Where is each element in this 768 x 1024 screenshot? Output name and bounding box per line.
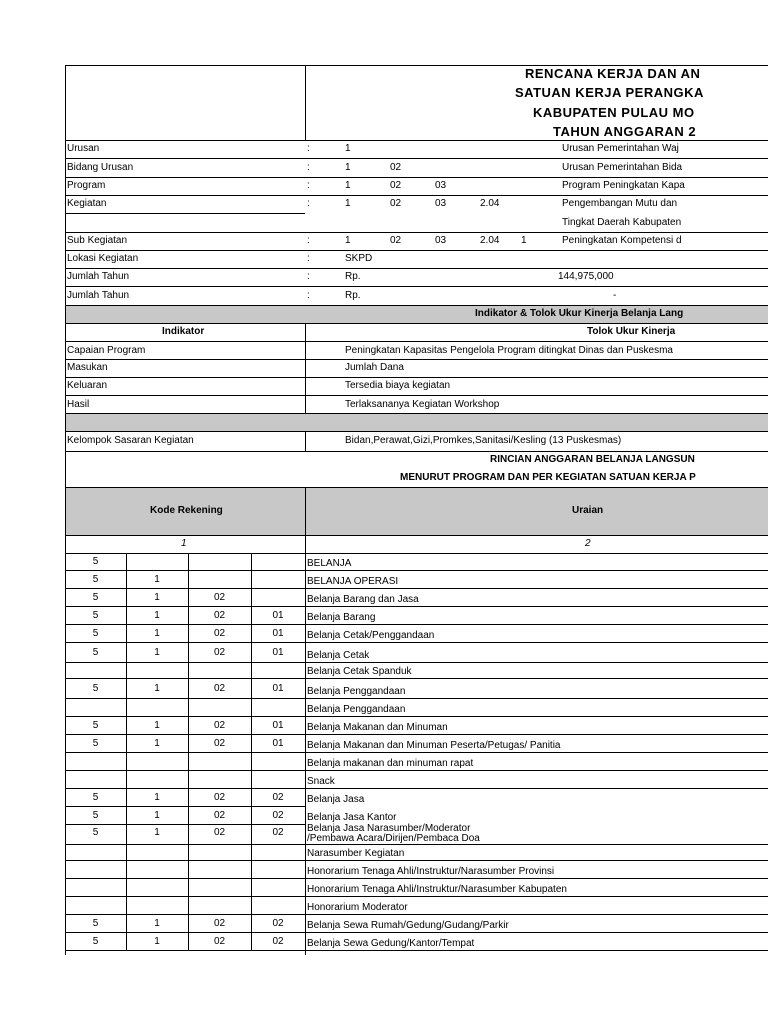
program-code-3: 03 xyxy=(435,180,447,191)
subkeg-colon: : xyxy=(307,235,310,246)
jumlah1-amount: 144,975,000 xyxy=(558,271,614,282)
table-row xyxy=(65,861,768,879)
kode-cell: 1 xyxy=(154,574,160,585)
program-label: Program xyxy=(67,180,106,191)
subkeg-code-2: 02 xyxy=(390,235,402,246)
kode-cell: 02 xyxy=(213,810,226,821)
kode-cell: 02 xyxy=(213,738,226,749)
uraian-cell: Belanja Sewa Rumah/Gedung/Gudang/Parkir xyxy=(307,920,509,931)
jumlah1-colon: : xyxy=(307,271,310,282)
program-desc: Program Peningkatan Kapa xyxy=(562,180,685,191)
kegiatan-label: Kegiatan xyxy=(67,198,107,209)
subkeg-code-1: 1 xyxy=(345,235,351,246)
kode-rekening-header: Kode Rekening xyxy=(150,505,223,516)
table-row xyxy=(65,699,768,717)
jumlah2-amount: - xyxy=(613,290,617,301)
table-row xyxy=(65,625,768,643)
kode-cell: 02 xyxy=(213,683,226,694)
kode-cell: 02 xyxy=(272,918,284,929)
uraian-cell-continued: /Pembawa Acara/Dirijen/Pembaca Doa xyxy=(307,833,480,844)
lokasi-value: SKPD xyxy=(345,253,373,264)
kode-cell: 5 xyxy=(92,738,99,749)
uraian-header: Uraian xyxy=(572,505,604,516)
title-line-1: RENCANA KERJA DAN AN xyxy=(525,66,701,81)
kode-cell: 02 xyxy=(272,936,284,947)
kode-cell: 02 xyxy=(213,610,226,621)
kode-cell: 1 xyxy=(154,918,160,929)
kode-cell: 02 xyxy=(213,628,226,639)
table-row xyxy=(65,717,768,735)
uraian-cell: Honorarium Tenaga Ahli/Instruktur/Narasumber Kabupaten xyxy=(307,884,567,895)
kode-cell: 02 xyxy=(213,827,226,838)
kegiatan-code-3: 03 xyxy=(435,198,447,209)
urusan-label: Urusan xyxy=(67,143,100,154)
table-row xyxy=(65,845,768,861)
kode-cell: 1 xyxy=(154,610,160,621)
kode-cell: 1 xyxy=(154,592,160,603)
kode-cell: 5 xyxy=(92,827,99,838)
sasaran-value: Bidan,Perawat,Gizi,Promkes,Sanitasi/Kesling (13 Puskesmas) xyxy=(345,435,622,446)
uraian-cell: Narasumber Kegiatan xyxy=(307,848,405,859)
table-row xyxy=(65,607,768,625)
masukan-label: Masukan xyxy=(67,362,108,373)
uraian-cell: Belanja Cetak Spanduk xyxy=(307,666,412,677)
kode-cell: 1 xyxy=(154,792,160,803)
indikator-col-header: Indikator xyxy=(162,326,205,337)
jumlah1-rp: Rp. xyxy=(345,271,361,282)
table-row xyxy=(65,663,768,679)
capaian-value: Peningkatan Kapasitas Pengelola Program ditingkat Dinas dan Puskesma xyxy=(345,345,673,356)
bidang-desc: Urusan Pemerintahan Bida xyxy=(562,162,683,173)
urusan-code-1: 1 xyxy=(345,143,351,154)
sasaran-label: Kelompok Sasaran Kegiatan xyxy=(67,435,194,446)
kode-cell: 02 xyxy=(213,792,226,803)
title-line-4: TAHUN ANGGARAN 2 xyxy=(553,124,697,139)
col-number-2: 2 xyxy=(585,538,591,549)
uraian-cell: Belanja Jasa xyxy=(307,794,365,805)
kode-cell: 1 xyxy=(154,647,160,658)
uraian-cell: Belanja Makanan dan Minuman xyxy=(307,722,448,733)
table-row xyxy=(65,553,768,571)
kode-cell: 5 xyxy=(92,936,99,947)
uraian-cell: Belanja Cetak/Penggandaan xyxy=(307,630,435,641)
masukan-value: Jumlah Dana xyxy=(345,362,404,373)
table-row xyxy=(65,571,768,589)
kode-cell: 5 xyxy=(92,647,99,658)
program-colon: : xyxy=(307,180,310,191)
uraian-cell: Belanja Jasa Narasumber/Moderator xyxy=(307,823,471,834)
kode-cell: 5 xyxy=(92,918,99,929)
rincian-title-1: RINCIAN ANGGARAN BELANJA LANGSUN xyxy=(490,454,695,465)
uraian-cell: Belanja Makanan dan Minuman Peserta/Petugas/ Panitia xyxy=(307,740,561,751)
subkeg-code-5: 1 xyxy=(521,235,527,246)
rincian-title-2: MENURUT PROGRAM DAN PER KEGIATAN SATUAN KERJA P xyxy=(400,472,696,483)
uraian-cell: Honorarium Tenaga Ahli/Instruktur/Narasumber Provinsi xyxy=(307,866,555,877)
subkeg-code-4: 2.04 xyxy=(480,235,500,246)
kegiatan-colon: : xyxy=(307,198,310,209)
subkeg-desc: Peningkatan Kompetensi d xyxy=(562,235,682,246)
kode-cell: 5 xyxy=(92,683,99,694)
jumlah2-label: Jumlah Tahun xyxy=(67,290,130,301)
table-row xyxy=(65,589,768,607)
kode-cell: 01 xyxy=(272,628,284,639)
lokasi-label: Lokasi Kegiatan xyxy=(67,253,139,264)
kode-cell: 5 xyxy=(92,592,99,603)
kegiatan-code-4: 2.04 xyxy=(480,198,500,209)
table-row xyxy=(65,915,768,933)
kode-cell: 02 xyxy=(213,647,226,658)
uraian-cell: Belanja Penggandaan xyxy=(307,704,406,715)
uraian-cell: Belanja Cetak xyxy=(307,650,370,661)
program-code-2: 02 xyxy=(390,180,402,191)
lokasi-colon: : xyxy=(307,253,310,264)
kode-cell: 01 xyxy=(272,647,284,658)
urusan-colon: : xyxy=(307,143,310,154)
kode-cell: 02 xyxy=(213,720,226,731)
jumlah2-rp: Rp. xyxy=(345,290,361,301)
jumlah1-label: Jumlah Tahun xyxy=(67,271,130,282)
table-row xyxy=(65,825,768,845)
bidang-label: Bidang Urusan xyxy=(67,162,134,173)
kode-cell: 1 xyxy=(154,683,160,694)
table-row xyxy=(65,679,768,699)
kegiatan-desc: Pengembangan Mutu dan xyxy=(562,198,678,209)
table-row xyxy=(65,643,768,663)
uraian-cell: BELANJA OPERASI xyxy=(307,576,399,587)
tolok-col-header: Tolok Ukur Kinerja xyxy=(587,326,676,337)
kode-cell: 02 xyxy=(272,810,284,821)
program-code-1: 1 xyxy=(345,180,351,191)
kode-cell: 5 xyxy=(92,810,99,821)
kode-cell: 5 xyxy=(92,720,99,731)
table-row xyxy=(65,789,768,807)
kode-cell: 1 xyxy=(154,810,160,821)
kode-cell: 1 xyxy=(154,738,160,749)
kegiatan-code-1: 1 xyxy=(345,198,351,209)
capaian-label: Capaian Program xyxy=(67,345,146,356)
kode-cell: 5 xyxy=(92,574,99,585)
kode-cell: 1 xyxy=(154,936,160,947)
bidang-colon: : xyxy=(307,162,310,173)
table-row xyxy=(65,933,768,951)
subkeg-label: Sub Kegiatan xyxy=(67,235,128,246)
kode-cell: 01 xyxy=(272,738,284,749)
keluaran-label: Keluaran xyxy=(67,380,108,391)
kode-cell: 02 xyxy=(213,936,226,947)
keluaran-value: Tersedia biaya kegiatan xyxy=(345,380,451,391)
uraian-cell: Belanja makanan dan minuman rapat xyxy=(307,758,474,769)
table-row xyxy=(65,879,768,897)
uraian-cell: Snack xyxy=(307,776,335,787)
title-line-2: SATUAN KERJA PERANGKA xyxy=(515,85,704,100)
kode-cell: 02 xyxy=(272,792,284,803)
kode-cell: 5 xyxy=(92,556,99,567)
kode-cell: 01 xyxy=(272,720,284,731)
kode-cell: 5 xyxy=(92,628,99,639)
kode-cell: 01 xyxy=(272,683,284,694)
uraian-cell: Belanja Barang xyxy=(307,612,376,623)
subkeg-code-3: 03 xyxy=(435,235,447,246)
kode-cell: 1 xyxy=(154,720,160,731)
uraian-cell: Belanja Jasa Kantor xyxy=(307,812,397,823)
kode-cell: 02 xyxy=(272,827,284,838)
uraian-cell: Belanja Barang dan Jasa xyxy=(307,594,419,605)
table-row xyxy=(65,771,768,789)
table-row xyxy=(65,753,768,771)
urusan-desc: Urusan Pemerintahan Waj xyxy=(562,143,679,154)
hasil-value: Terlaksananya Kegiatan Workshop xyxy=(345,399,500,410)
bidang-code-1: 1 xyxy=(345,162,351,173)
hasil-label: Hasil xyxy=(67,399,90,410)
kode-cell: 5 xyxy=(92,792,99,803)
kode-cell: 02 xyxy=(213,592,226,603)
kode-cell: 01 xyxy=(272,610,284,621)
col-number-1: 1 xyxy=(181,538,187,549)
kegiatan-desc-2: Tingkat Daerah Kabupaten xyxy=(562,217,682,228)
uraian-cell: Belanja Penggandaan xyxy=(307,686,406,697)
kode-cell: 5 xyxy=(92,610,99,621)
uraian-cell: Honorarium Moderator xyxy=(307,902,408,913)
jumlah2-colon: : xyxy=(307,290,310,301)
kode-cell: 02 xyxy=(213,918,226,929)
uraian-cell: BELANJA xyxy=(307,558,352,569)
indikator-band-title: Indikator & Tolok Ukur Kinerja Belanja Lang xyxy=(475,308,684,319)
table-row xyxy=(65,897,768,915)
table-row xyxy=(65,735,768,753)
uraian-cell: Belanja Sewa Gedung/Kantor/Tempat xyxy=(307,938,475,949)
kode-cell: 1 xyxy=(154,827,160,838)
title-line-3: KABUPATEN PULAU MO xyxy=(533,105,695,120)
rka-sheet xyxy=(65,65,768,955)
kode-cell: 1 xyxy=(154,628,160,639)
kegiatan-code-2: 02 xyxy=(390,198,402,209)
bidang-code-2: 02 xyxy=(390,162,402,173)
